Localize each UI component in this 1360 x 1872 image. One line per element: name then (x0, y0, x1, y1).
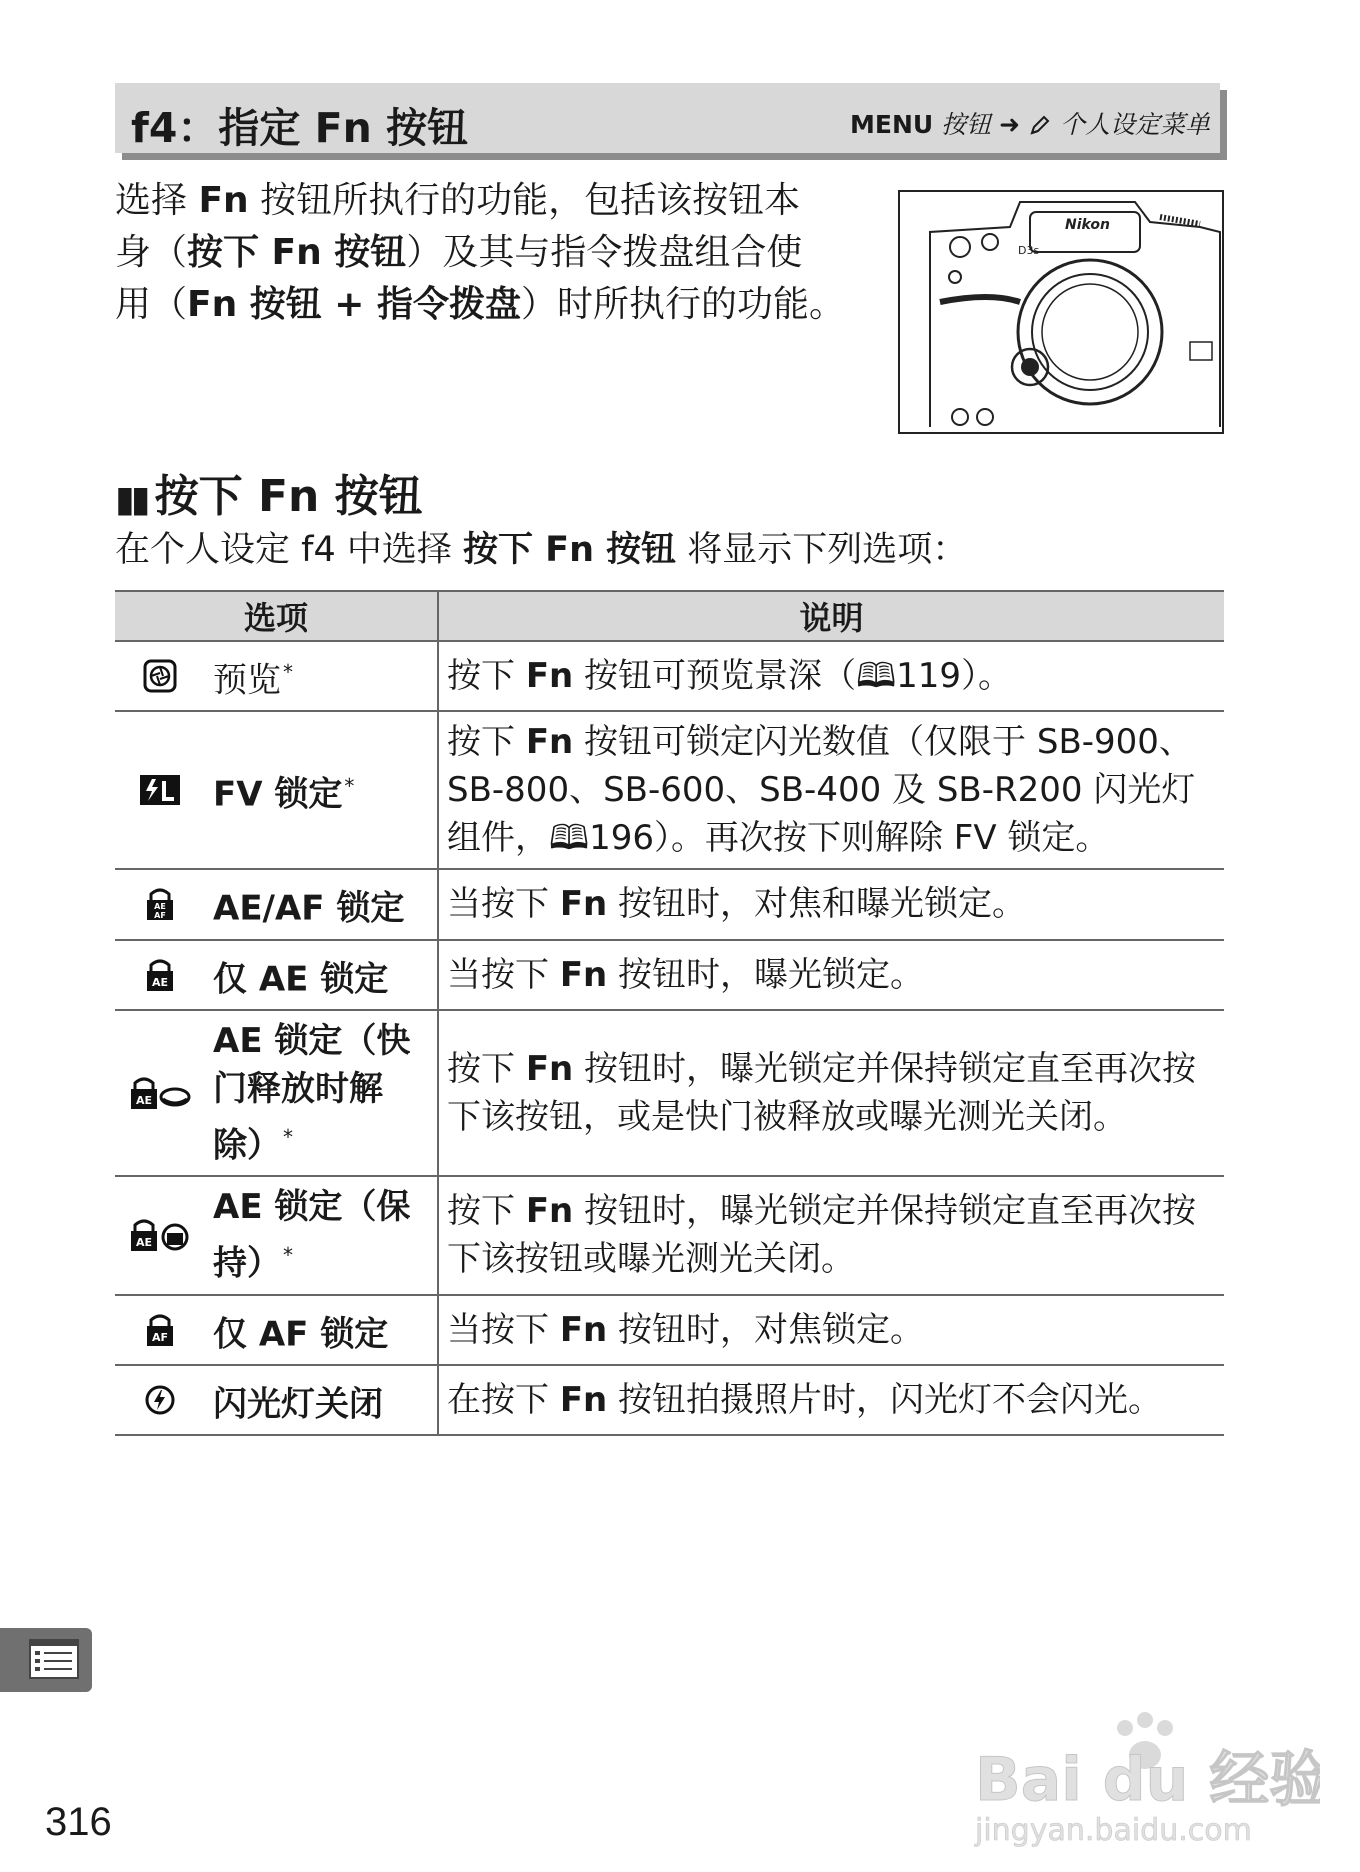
desc-text: 按钮时，曝光锁定并保持锁定直至再次按下该按钮或曝光测光关闭。 (447, 1191, 1197, 1280)
desc-text: ）。 (961, 656, 1013, 697)
section-header (115, 83, 1220, 153)
option-label: AE 锁定（快门释放时解除） (213, 1020, 411, 1166)
desc-bold: Fn (559, 884, 608, 925)
desc-text: 按钮可预览景深（ (573, 656, 857, 697)
desc-text: 按钮拍摄照片时，闪光灯不会闪光。 (607, 1380, 1163, 1421)
desc-bold: Fn (525, 1049, 574, 1090)
desc-text: 当按下 (447, 1309, 560, 1350)
section-title-text: 按下 Fn 按钮 (154, 471, 423, 522)
option-description (438, 641, 1224, 711)
ae-lock-reset-icon (129, 1077, 191, 1109)
section-desc-text: 将显示下列选项： (676, 530, 968, 570)
desc-text: 按下 (447, 656, 526, 697)
desc-bold: Fn (559, 1309, 608, 1350)
desc-text: 按钮可锁定闪光数值（仅限于 SB-900、SB-800、SB-600、SB-400 及 SB-R200 闪光灯组件， (447, 722, 1196, 859)
page-reference: 196 (589, 818, 654, 859)
menu-breadcrumb (850, 105, 1210, 141)
svg-text:AE: AE (151, 975, 169, 989)
table-row (115, 641, 1224, 711)
custom-settings-menu-label: 个人设定菜单 (1059, 110, 1210, 139)
intro-text: 用（ (115, 284, 188, 325)
footnote-star: * (283, 1124, 293, 1149)
book-icon: 🕮 (549, 818, 590, 859)
menu-list-icon (0, 1628, 92, 1692)
page-reference: 119 (896, 656, 962, 697)
intro-text: 按钮所执行的功能，包括该按钮本 (248, 180, 801, 221)
camera-drawing (900, 192, 1222, 432)
desc-bold: Fn (559, 954, 608, 995)
table-row (115, 711, 1224, 869)
footnote-star: * (283, 660, 293, 684)
camera-model: D3s (1018, 244, 1040, 257)
intro-text: 选择 (115, 180, 199, 221)
ae-lock-icon (145, 959, 175, 991)
desc-text: 按下 (447, 722, 526, 763)
svg-text:AE: AE (154, 902, 166, 912)
option-label: 仅 AE 锁定 (213, 958, 389, 999)
desc-bold: Fn (559, 1380, 608, 1421)
page-number: 316 (45, 1800, 112, 1844)
section-description (115, 522, 967, 572)
intro-paragraph (115, 175, 875, 331)
table-row (115, 1010, 1224, 1176)
desc-text: 按钮时，曝光锁定并保持锁定直至再次按下该按钮，或是快门被释放或曝光测光关闭。 (447, 1049, 1197, 1138)
option-description (438, 1176, 1224, 1294)
intro-bold: 按下 Fn 按钮 (187, 232, 407, 273)
option-description (438, 1365, 1224, 1435)
options-table (115, 590, 1224, 1436)
desc-text: ）。再次按下则解除 FV 锁定。 (654, 818, 1110, 859)
page-title: f4：指定 Fn 按钮 (131, 104, 469, 152)
option-label: 闪光灯关闭 (213, 1384, 383, 1425)
column-header-description: 说明 (438, 591, 1224, 641)
footnote-star: * (344, 774, 355, 799)
book-icon: 🕮 (856, 656, 897, 697)
desc-text: 当按下 (447, 954, 560, 995)
desc-text: 按下 (447, 1049, 526, 1090)
section-title (115, 460, 423, 524)
menu-tab (0, 1628, 92, 1692)
ae-lock-hold-icon (129, 1219, 191, 1251)
svg-text:AF: AF (151, 1330, 169, 1344)
ae-af-lock-icon (145, 888, 175, 920)
intro-bold: Fn (198, 180, 249, 221)
column-header-option: 选项 (115, 591, 438, 641)
camera-illustration (898, 190, 1224, 434)
desc-text: 按下 (447, 1191, 526, 1232)
baidu-url: jingyan.baidu.com (975, 1813, 1252, 1848)
fv-lock-icon (140, 775, 180, 805)
option-label: FV 锁定 (213, 774, 343, 815)
intro-text: ）时所执行的功能。 (521, 284, 846, 325)
option-label: AE/AF 锁定 (213, 888, 405, 929)
section-desc-text: 在个人设定 f4 中选择 (115, 530, 463, 570)
table-row (115, 869, 1224, 939)
intro-text: 身（ (115, 232, 188, 273)
intro-text: ）及其与指令拨盘组合使 (406, 232, 803, 273)
baidu-watermark (970, 1700, 1320, 1850)
option-description (438, 1295, 1224, 1365)
desc-bold: Fn (525, 722, 574, 763)
option-label: AE 锁定（保持） (213, 1187, 411, 1284)
desc-text: 按钮时，曝光锁定。 (607, 954, 925, 995)
arrow-icon: ➜ (999, 110, 1021, 139)
desc-text: 在按下 (447, 1380, 560, 1421)
menu-path-text: 按钮 (941, 110, 992, 139)
footnote-star: * (283, 1243, 293, 1268)
section-desc-bold: 按下 Fn 按钮 (462, 530, 677, 570)
option-description (438, 869, 1224, 939)
af-lock-icon (145, 1314, 175, 1346)
option-description (438, 711, 1224, 869)
option-label: 仅 AF 锁定 (213, 1313, 389, 1354)
table-row (115, 1295, 1224, 1365)
desc-bold: Fn (525, 656, 574, 697)
pencil-icon (1028, 113, 1052, 137)
menu-label: MENU (850, 110, 934, 139)
table-row (115, 1365, 1224, 1435)
table-row (115, 940, 1224, 1010)
desc-text: 按钮时，对焦和曝光锁定。 (607, 884, 1027, 925)
section-marker-icon: ▮▮ (115, 479, 147, 520)
svg-text:AE: AE (135, 1094, 153, 1108)
option-description (438, 940, 1224, 1010)
desc-text: 当按下 (447, 884, 560, 925)
option-description (438, 1010, 1224, 1176)
desc-bold: Fn (525, 1191, 574, 1232)
svg-text:AF: AF (154, 911, 166, 921)
desc-text: 按钮时，对焦锁定。 (607, 1309, 925, 1350)
svg-text:AE: AE (135, 1236, 153, 1250)
preview-icon (143, 659, 177, 693)
table-row (115, 1176, 1224, 1294)
baidu-brand-text: Bai du 经验 (975, 1745, 1320, 1815)
camera-brand: Nikon (1065, 217, 1110, 233)
flash-off-icon (144, 1384, 176, 1416)
option-label: 预览 (213, 660, 281, 701)
intro-bold: Fn 按钮 + 指令拨盘 (187, 284, 522, 325)
table-header-row (115, 591, 1224, 641)
